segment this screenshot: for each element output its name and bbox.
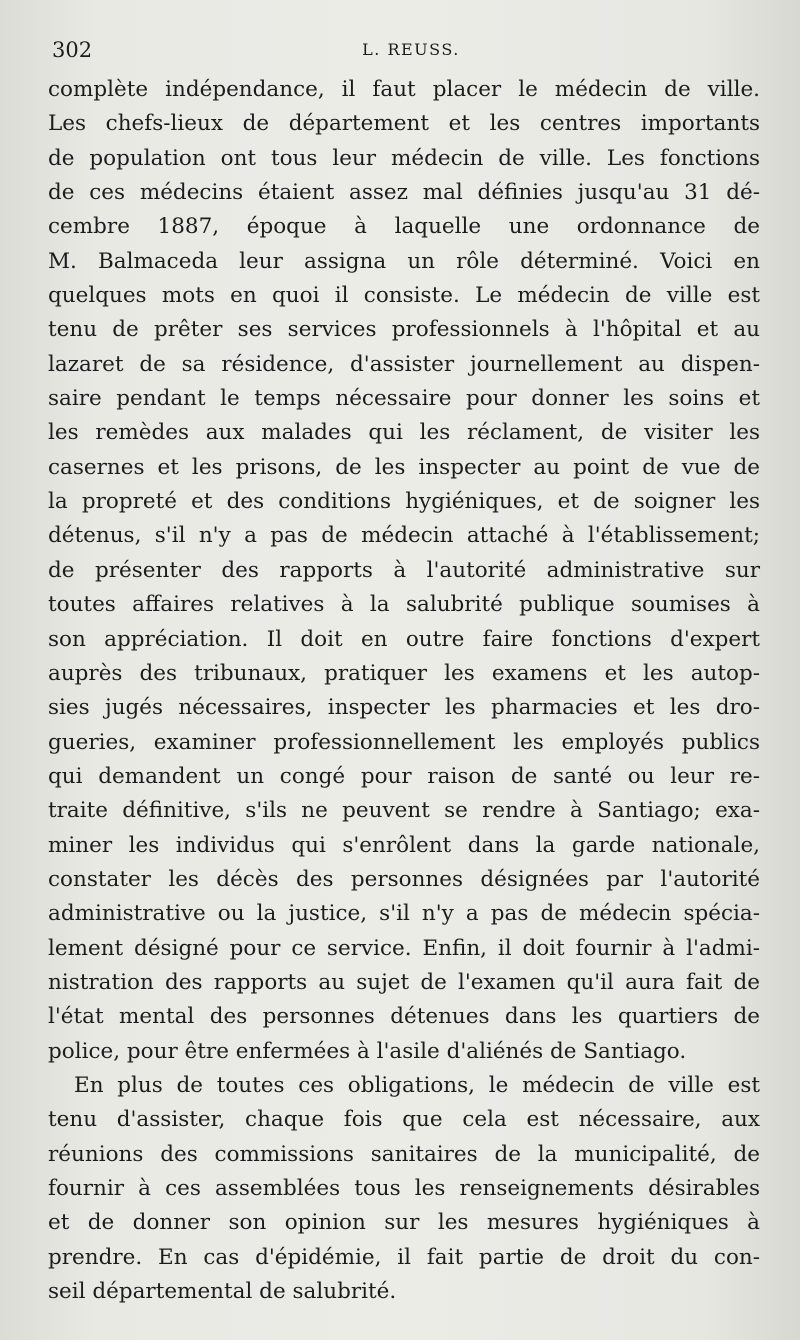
text-line: toutes affaires relatives à la salubrité publique soumises à (48, 592, 760, 618)
text-line: cembre 1887, époque à laquelle une ordonnance de (48, 214, 760, 240)
text-line: traite définitive, s'ils ne peuvent se rendre à Santiago; exa- (48, 798, 760, 824)
text-line: fournir à ces assemblées tous les renseignements désirables (48, 1176, 760, 1201)
paragraph-start-line: En plus de toutes ces obligations, le médecin de ville est (74, 1072, 760, 1098)
text-line: l'état mental des personnes détenues dans les quartiers de (48, 1004, 760, 1030)
body-text (48, 73, 760, 1309)
running-head: L. REUSS. (362, 40, 460, 59)
text-line: administrative ou la justice, s'il n'y a pas de médecin spécia- (48, 901, 760, 927)
text-line: tenu d'assister, chaque fois que cela est nécessaire, aux (48, 1107, 760, 1133)
text-line: casernes et les prisons, de les inspecter au point de vue de (48, 454, 760, 480)
text-line: de présenter des rapports à l'autorité administrative sur (48, 557, 760, 583)
paragraph-end-line: police, pour être enfermées à l'asile d'aliénés de Santiago. (48, 1038, 687, 1064)
text-line: nistration des rapports au sujet de l'examen qu'il aura fait de (48, 969, 760, 995)
text-line: constater les décès des personnes désignées par l'autorité (48, 866, 760, 892)
paragraph-end-line: seil départemental de salubrité. (48, 1279, 397, 1305)
text-line: détenus, s'il n'y a pas de médecin attaché à l'établissement; (48, 523, 760, 549)
text-line: gueries, examiner professionnellement les employés publics (48, 729, 760, 755)
text-line: miner les individus qui s'enrôlent dans la garde nationale, (48, 832, 760, 858)
text-line: son appréciation. Il doit en outre faire fonctions d'expert (48, 626, 760, 652)
text-line: réunions des commissions sanitaires de la municipalité, de (48, 1141, 760, 1167)
text-line: auprès des tribunaux, pratiquer les examens et les autop- (48, 660, 760, 686)
text-line: lazaret de sa résidence, d'assister journellement au dispen- (48, 351, 760, 377)
text-line: lement désigné pour ce service. Enfin, il doit fournir à l'admi- (48, 935, 760, 961)
text-line: saire pendant le temps nécessaire pour donner les soins et (48, 386, 760, 412)
page-header (52, 34, 752, 66)
page-number: 302 (52, 38, 93, 62)
text-line: la propreté et des conditions hygiéniques, et de soigner les (48, 489, 760, 515)
text-line: de population ont tous leur médecin de ville. Les fonctions (48, 145, 760, 171)
text-line: prendre. En cas d'épidémie, il fait partie de droit du con- (48, 1244, 760, 1270)
text-line: quelques mots en quoi il consiste. Le médecin de ville est (48, 283, 760, 309)
text-line: tenu de prêter ses services professionnels à l'hôpital et au (48, 317, 760, 343)
text-line: qui demandent un congé pour raison de santé ou leur re- (48, 763, 760, 789)
text-line: les remèdes aux malades qui les réclament, de visiter les (48, 420, 760, 446)
text-line: Les chefs-lieux de département et les centres importants (48, 111, 760, 137)
text-line: M. Balmaceda leur assigna un rôle déterminé. Voici en (48, 248, 760, 274)
text-line: complète indépendance, il faut placer le médecin de ville. (48, 77, 760, 102)
text-line: sies jugés nécessaires, inspecter les pharmacies et les dro- (48, 695, 760, 721)
text-line: et de donner son opinion sur les mesures hygiéniques à (48, 1210, 760, 1236)
text-line: de ces médecins étaient assez mal définies jusqu'au 31 dé- (48, 180, 760, 206)
